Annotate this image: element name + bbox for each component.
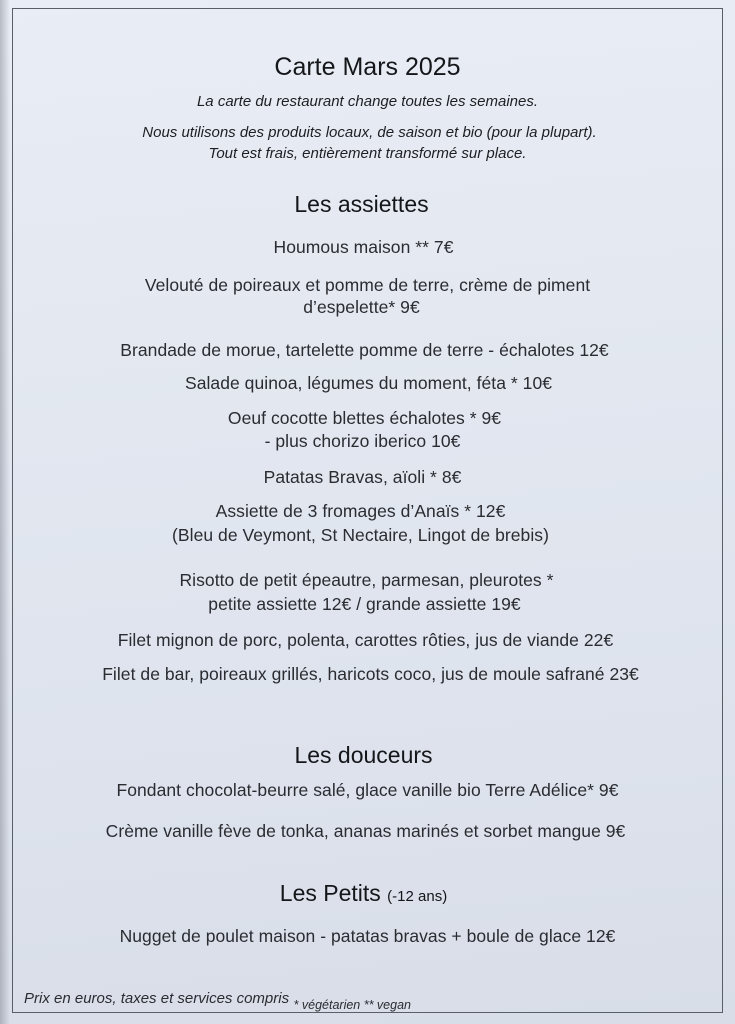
menu-item: Oeuf cocotte blettes échalotes * 9€ [227,408,502,428]
menu-title: Carte Mars 2025 [274,53,461,81]
section-heading-petits [5,880,722,907]
menu-content [13,9,722,1012]
menu-footer [24,990,411,1012]
menu-item: Filet mignon de porc, polenta, carottes rôties, jus de viande 22€ [117,630,614,650]
menu-item-continued: d’espelette* 9€ [303,297,420,317]
section-heading-petits-label: Les Petits [279,880,381,906]
section-heading-assiettes: Les assiettes [294,191,429,217]
intro-line: Tout est frais, entièrement transformé sur place. [208,145,527,162]
menu-item: Fondant chocolat-beurre salé, glace vanille bio Terre Adélice* 9€ [116,780,619,800]
menu-item: Crème vanille fève de tonka, ananas marinés et sorbet mangue 9€ [105,821,626,841]
menu-item: Nugget de poulet maison - patatas bravas + boule de glace 12€ [119,926,616,946]
footer-prices-note: Prix en euros, taxes et services compris [24,990,290,1007]
menu-item: Filet de bar, poireaux grillés, haricots coco, jus de moule safrané 23€ [102,664,639,684]
menu-item-detail: (Bleu de Veymont, St Nectaire, Lingot de brebis) [172,525,549,545]
menu-item-detail: petite assiette 12€ / grande assiette 19€ [208,594,521,614]
intro-line: Nous utilisons des produits locaux, de saison et bio (pour la plupart). [142,124,597,141]
menu-item: Houmous maison ** 7€ [273,237,454,257]
footer-diet-legend: * végétarien ** vegan [293,998,411,1012]
intro-line: La carte du restaurant change toutes les semaines. [196,93,539,110]
section-heading-douceurs: Les douceurs [294,742,433,768]
menu-item: Brandade de morue, tartelette pomme de terre - échalotes 12€ [120,340,609,360]
menu-item: Risotto de petit épeautre, parmesan, pleurotes * [179,570,554,590]
menu-item: Patatas Bravas, aïoli * 8€ [263,467,462,487]
menu-item-option: - plus chorizo iberico 10€ [264,431,461,451]
menu-item: Salade quinoa, légumes du moment, féta * 10€ [184,373,553,393]
menu-item: Assiette de 3 fromages d’Anaïs * 12€ [215,501,506,521]
menu-item: Velouté de poireaux et pomme de terre, crème de piment [144,275,591,295]
section-heading-petits-note: (-12 ans) [387,888,448,905]
